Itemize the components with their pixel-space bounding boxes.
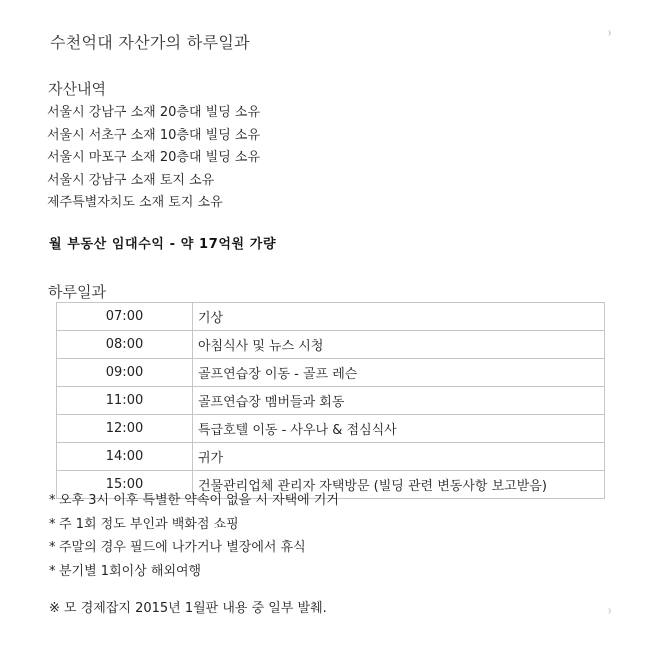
asset-item: 서울시 강남구 소재 20층대 빌딩 소유 bbox=[47, 105, 261, 120]
time-cell: 07:00 bbox=[57, 303, 193, 331]
time-cell: 12:00 bbox=[57, 415, 193, 443]
asset-item: 서울시 서초구 소재 10층대 빌딩 소유 bbox=[47, 127, 261, 143]
asset-item: 제주특별자치도 소재 토지 소유 bbox=[47, 195, 223, 210]
activity-cell: 건물관리업체 관리자 자택방문 (빌딩 관련 변동사항 보고받음) bbox=[193, 471, 605, 499]
activity-cell: 특급호텔 이동 - 사우나 & 점심식사 bbox=[193, 415, 605, 443]
bullet-marker: * bbox=[49, 493, 56, 508]
note-text: 분기별 1회이상 해외여행 bbox=[59, 563, 202, 579]
time-cell: 08:00 bbox=[57, 331, 193, 359]
time-cell: 09:00 bbox=[57, 359, 193, 387]
table-row bbox=[57, 331, 605, 359]
note-item bbox=[49, 560, 339, 584]
assets-heading: 자산내역 bbox=[48, 80, 106, 98]
schedule-table bbox=[56, 302, 605, 499]
table-row bbox=[57, 387, 605, 415]
bullet-marker: * bbox=[49, 563, 56, 579]
activity-cell: 기상 bbox=[193, 303, 605, 331]
table-row bbox=[57, 359, 605, 387]
note-text: 주말의 경우 필드에 나가거나 별장에서 휴식 bbox=[59, 540, 306, 555]
note-item bbox=[49, 513, 339, 537]
note-text: 오후 3시 이후 특별한 약속이 없을 시 자택에 기거 bbox=[59, 493, 339, 508]
bullet-marker: * bbox=[49, 540, 56, 555]
table-row bbox=[57, 443, 605, 471]
activity-cell: 귀가 bbox=[193, 443, 605, 471]
schedule-heading: 하루일과 bbox=[48, 283, 106, 301]
activity-cell: 골프연습장 멤버들과 회동 bbox=[193, 387, 605, 415]
note-item bbox=[49, 489, 339, 513]
corner-mark bbox=[605, 608, 611, 614]
time-cell: 15:00 bbox=[57, 471, 193, 499]
page-title: 수천억대 자산가의 하루일과 bbox=[50, 33, 250, 52]
note-text: 주 1회 정도 부인과 백화점 쇼핑 bbox=[59, 516, 239, 532]
time-cell: 14:00 bbox=[57, 443, 193, 471]
activity-cell: 아침식사 및 뉴스 시청 bbox=[193, 331, 605, 359]
note-item bbox=[49, 536, 339, 560]
asset-item: 서울시 강남구 소재 토지 소유 bbox=[47, 172, 215, 188]
monthly-income-line: 월 부동산 임대수익 - 약 17억원 가량 bbox=[49, 237, 277, 252]
bullet-marker: * bbox=[49, 516, 56, 532]
table-row bbox=[57, 303, 605, 331]
activity-cell: 골프연습장 이동 - 골프 레슨 bbox=[193, 359, 605, 387]
time-cell: 11:00 bbox=[57, 387, 193, 415]
table-row bbox=[57, 415, 605, 443]
assets-list bbox=[47, 102, 260, 215]
source-note: ※ 모 경제잡지 2015년 1월판 내용 중 일부 발췌. bbox=[49, 601, 327, 616]
notes-list bbox=[49, 489, 339, 583]
asset-item: 서울시 마포구 소재 20층대 빌딩 소유 bbox=[47, 150, 261, 165]
corner-mark bbox=[605, 30, 611, 36]
